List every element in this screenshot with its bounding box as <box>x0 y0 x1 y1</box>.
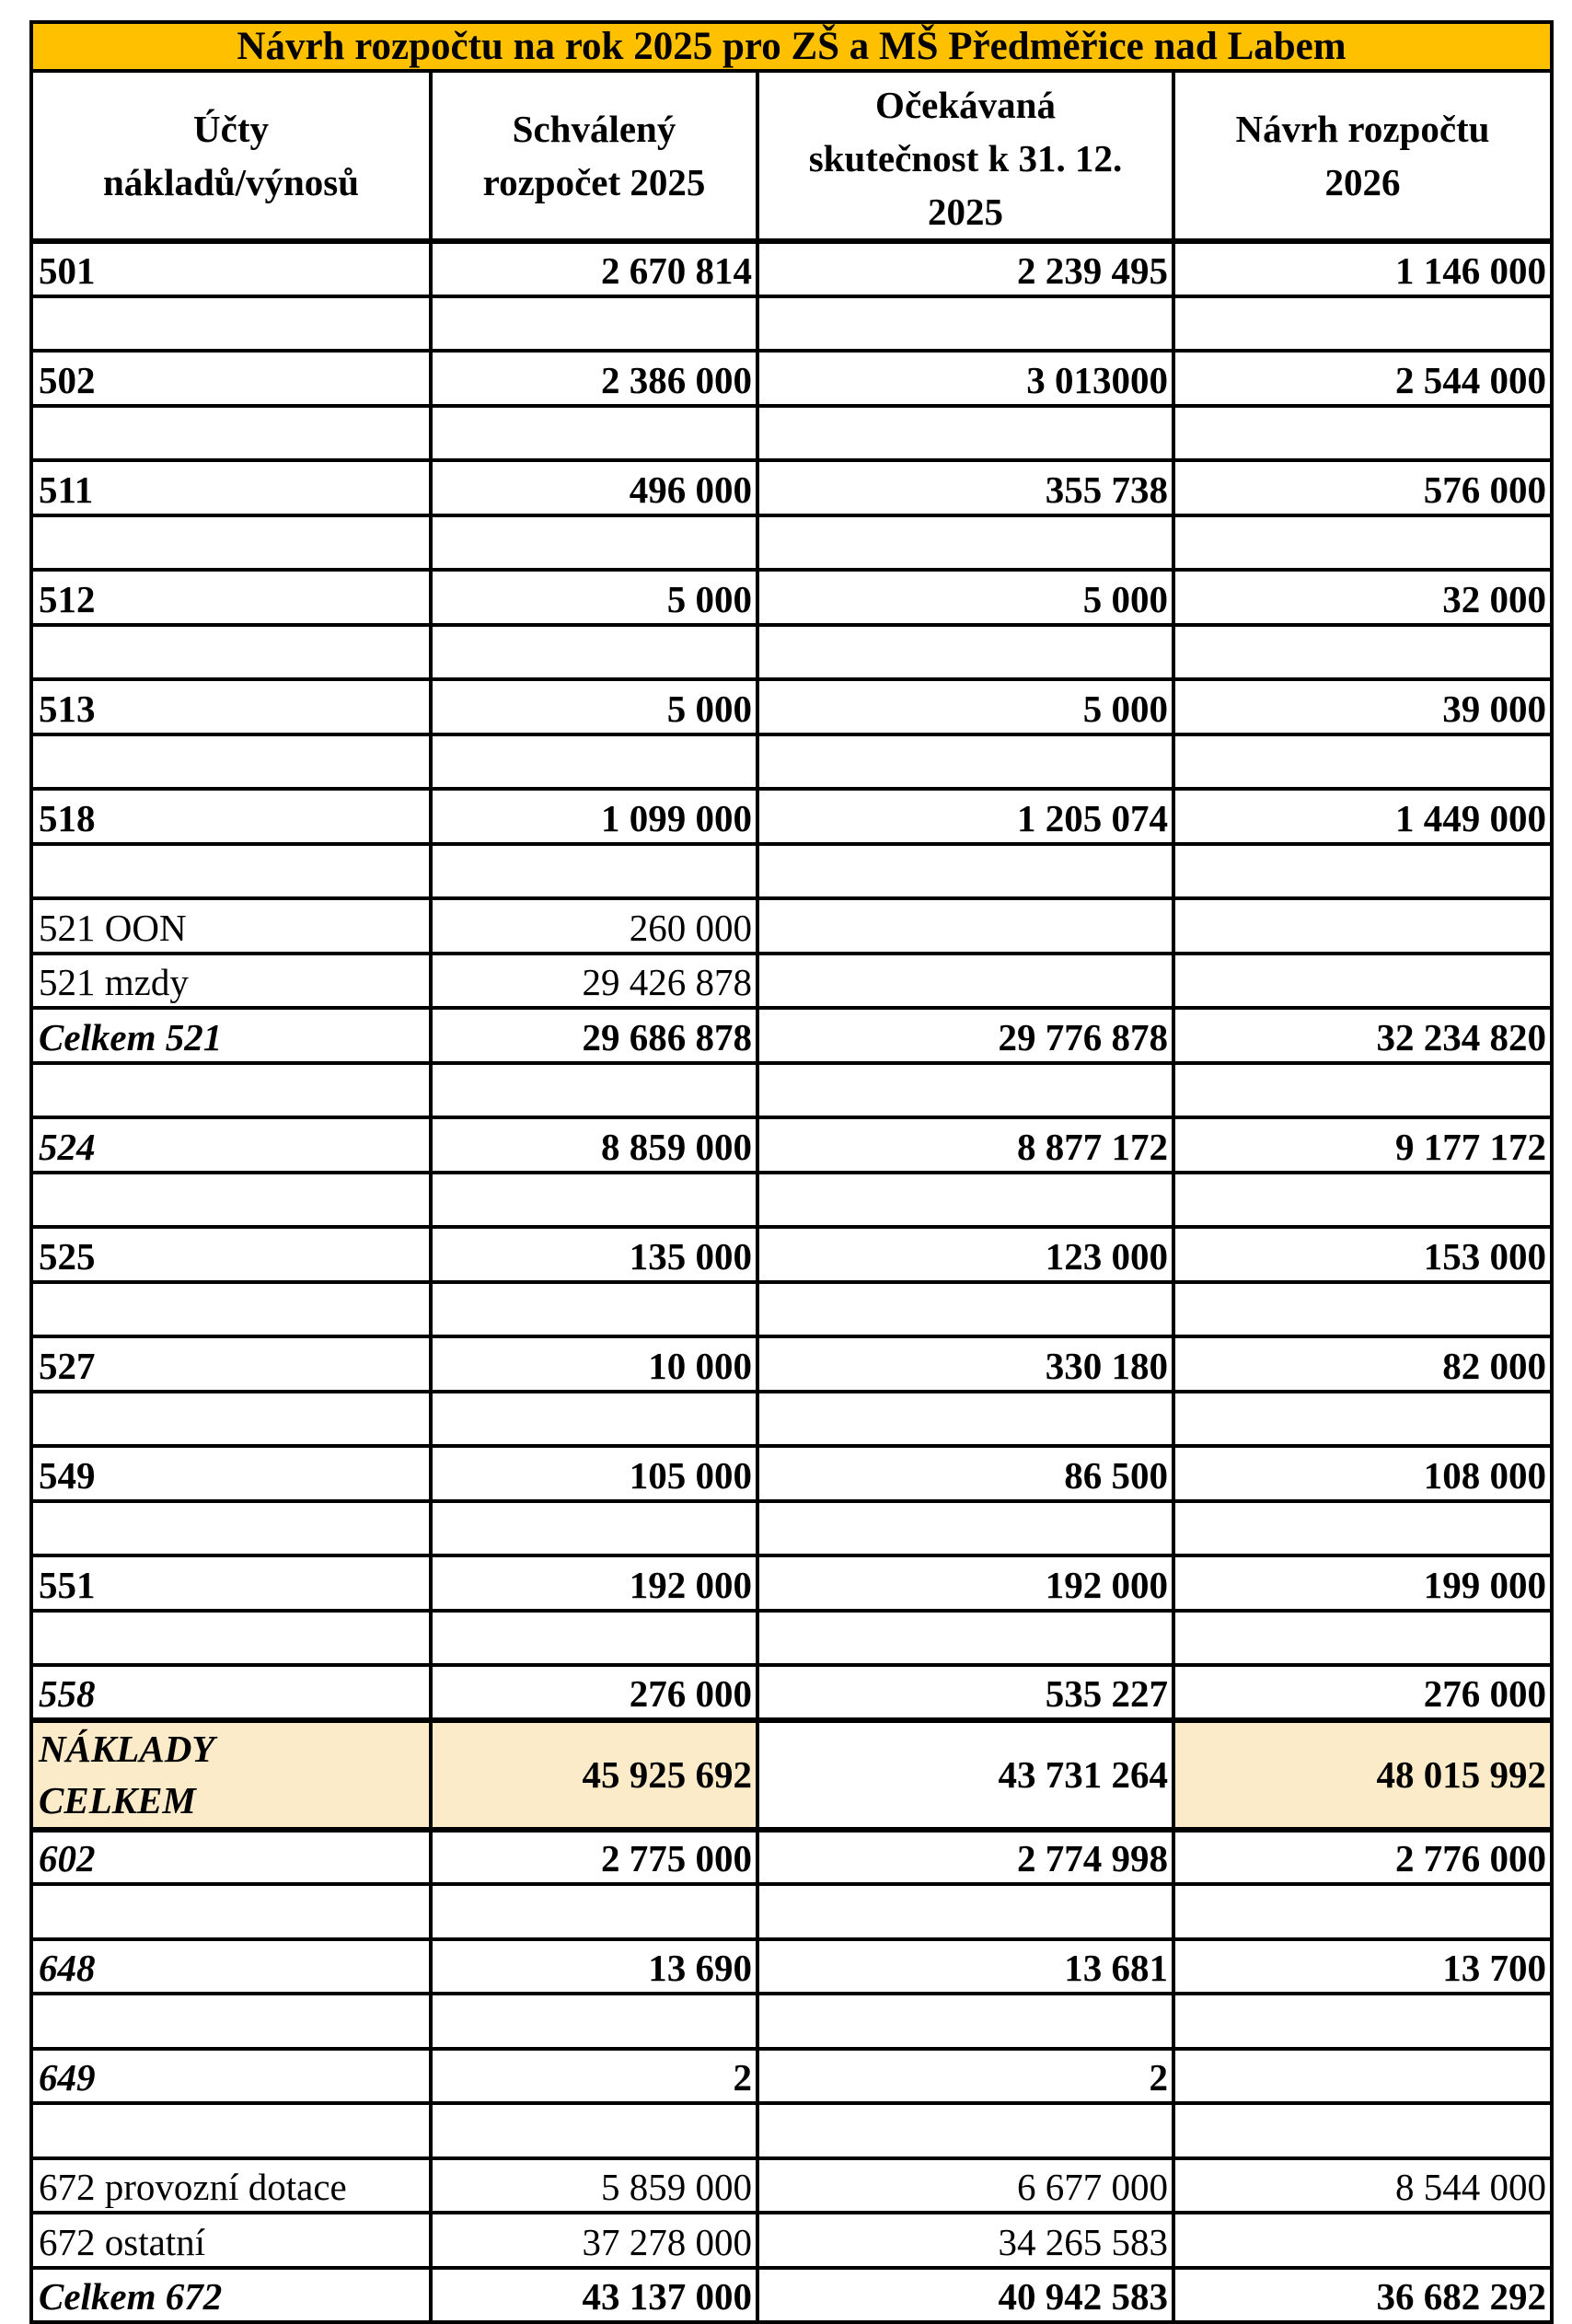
account-label: 551 <box>31 1555 431 1611</box>
account-label: 558 <box>31 1665 431 1720</box>
expected-2025-cell: 2 239 495 <box>757 241 1173 296</box>
table-row <box>31 406 1552 461</box>
proposal-2026-cell: 153 000 <box>1173 1227 1552 1282</box>
approved-2025-cell: 260 000 <box>431 898 757 954</box>
account-label: 602 <box>31 1830 431 1885</box>
approved-2025-cell <box>431 1173 757 1228</box>
approved-2025-cell: 135 000 <box>431 1227 757 1282</box>
approved-2025-cell <box>431 1501 757 1556</box>
expected-2025-cell <box>757 898 1173 954</box>
header-proposal-2026: Návrh rozpočtu 2026 <box>1173 71 1552 241</box>
expected-2025-cell: 34 265 583 <box>757 2213 1173 2268</box>
expected-2025-cell: 3 013000 <box>757 351 1173 406</box>
proposal-2026-cell: 8 544 000 <box>1173 2158 1552 2214</box>
proposal-2026-cell: 2 776 000 <box>1173 1830 1552 1885</box>
expected-2025-cell <box>757 1063 1173 1118</box>
budget-table <box>29 20 1554 2324</box>
sheet-title: Návrh rozpočtu na rok 2025 pro ZŠ a MŠ Předměřice nad Labem <box>31 22 1552 71</box>
approved-2025-cell <box>431 1063 757 1118</box>
table-row <box>31 1392 1552 1447</box>
table-row <box>31 1282 1552 1337</box>
account-label: Celkem 672 <box>31 2268 431 2323</box>
table-row <box>31 1611 1552 1666</box>
proposal-2026-cell: 82 000 <box>1173 1336 1552 1392</box>
approved-2025-cell <box>431 406 757 461</box>
proposal-2026-cell <box>1173 296 1552 352</box>
expected-2025-cell <box>757 954 1173 1009</box>
account-label: 513 <box>31 679 431 734</box>
expected-2025-cell: 5 000 <box>757 570 1173 625</box>
proposal-2026-cell: 32 234 820 <box>1173 1008 1552 1063</box>
proposal-2026-cell: 1 449 000 <box>1173 789 1552 844</box>
table-row <box>31 1063 1552 1118</box>
header-row <box>31 71 1552 241</box>
total-proposal-2026: 48 015 992 <box>1173 1720 1552 1830</box>
expected-2025-cell: 29 776 878 <box>757 1008 1173 1063</box>
approved-2025-cell <box>431 844 757 899</box>
proposal-2026-cell: 13 700 <box>1173 1939 1552 1994</box>
account-label: 672 provozní dotace <box>31 2158 431 2214</box>
expected-2025-cell <box>757 734 1173 790</box>
table-row <box>31 898 1552 954</box>
proposal-2026-cell: 2 544 000 <box>1173 351 1552 406</box>
proposal-2026-cell <box>1173 898 1552 954</box>
table-row <box>31 1830 1552 1885</box>
approved-2025-cell: 2 670 814 <box>431 241 757 296</box>
table-row <box>31 1117 1552 1173</box>
table-row <box>31 2049 1552 2104</box>
account-label <box>31 296 431 352</box>
account-label <box>31 1611 431 1666</box>
proposal-2026-cell: 36 682 292 <box>1173 2268 1552 2323</box>
table-row <box>31 1008 1552 1063</box>
account-label <box>31 1173 431 1228</box>
table-row <box>31 460 1552 515</box>
proposal-2026-cell <box>1173 406 1552 461</box>
expected-2025-cell <box>757 1884 1173 1939</box>
expected-2025-cell: 535 227 <box>757 1665 1173 1720</box>
expected-2025-cell: 2 <box>757 2049 1173 2104</box>
approved-2025-cell <box>431 625 757 680</box>
approved-2025-cell: 37 278 000 <box>431 2213 757 2268</box>
table-row <box>31 954 1552 1009</box>
proposal-2026-cell <box>1173 1282 1552 1337</box>
approved-2025-cell: 496 000 <box>431 460 757 515</box>
account-label: 525 <box>31 1227 431 1282</box>
expected-2025-cell <box>757 1282 1173 1337</box>
table-row <box>31 1665 1552 1720</box>
expected-2025-cell: 6 677 000 <box>757 2158 1173 2214</box>
expected-2025-cell: 123 000 <box>757 1227 1173 1282</box>
account-label: 518 <box>31 789 431 844</box>
table-row <box>31 1939 1552 1994</box>
account-label <box>31 1282 431 1337</box>
proposal-2026-cell: 576 000 <box>1173 460 1552 515</box>
account-label <box>31 625 431 680</box>
proposal-2026-cell <box>1173 625 1552 680</box>
approved-2025-cell: 2 386 000 <box>431 351 757 406</box>
table-row <box>31 679 1552 734</box>
approved-2025-cell: 192 000 <box>431 1555 757 1611</box>
proposal-2026-cell <box>1173 1994 1552 2049</box>
expected-2025-cell: 5 000 <box>757 679 1173 734</box>
proposal-2026-cell <box>1173 1063 1552 1118</box>
total-costs-label: NÁKLADY CELKEM <box>31 1720 431 1830</box>
account-label <box>31 1884 431 1939</box>
title-row <box>31 22 1552 71</box>
expected-2025-cell: 330 180 <box>757 1336 1173 1392</box>
header-accounts: Účty nákladů/výnosů <box>31 71 431 241</box>
approved-2025-cell <box>431 1392 757 1447</box>
expected-2025-cell: 1 205 074 <box>757 789 1173 844</box>
account-label: 549 <box>31 1446 431 1501</box>
proposal-2026-cell <box>1173 1392 1552 1447</box>
expected-2025-cell: 8 877 172 <box>757 1117 1173 1173</box>
proposal-2026-cell: 108 000 <box>1173 1446 1552 1501</box>
proposal-2026-cell: 39 000 <box>1173 679 1552 734</box>
expected-2025-cell: 40 942 583 <box>757 2268 1173 2323</box>
account-label <box>31 1994 431 2049</box>
approved-2025-cell: 43 137 000 <box>431 2268 757 2323</box>
approved-2025-cell: 10 000 <box>431 1336 757 1392</box>
account-label: 502 <box>31 351 431 406</box>
account-label <box>31 1392 431 1447</box>
account-label <box>31 1063 431 1118</box>
account-label: 521 OON <box>31 898 431 954</box>
table-row <box>31 1555 1552 1611</box>
proposal-2026-cell: 276 000 <box>1173 1665 1552 1720</box>
approved-2025-cell <box>431 1282 757 1337</box>
account-label: Celkem 521 <box>31 1008 431 1063</box>
proposal-2026-cell: 32 000 <box>1173 570 1552 625</box>
approved-2025-cell: 105 000 <box>431 1446 757 1501</box>
table-row <box>31 1994 1552 2049</box>
expected-2025-cell <box>757 296 1173 352</box>
account-label: 648 <box>31 1939 431 1994</box>
account-label <box>31 406 431 461</box>
table-row <box>31 1446 1552 1501</box>
proposal-2026-cell <box>1173 2213 1552 2268</box>
approved-2025-cell: 1 099 000 <box>431 789 757 844</box>
expected-2025-cell: 2 774 998 <box>757 1830 1173 1885</box>
table-row <box>31 1884 1552 1939</box>
expected-2025-cell <box>757 406 1173 461</box>
approved-2025-cell <box>431 734 757 790</box>
table-row <box>31 2103 1552 2158</box>
account-label: 649 <box>31 2049 431 2104</box>
proposal-2026-cell <box>1173 1611 1552 1666</box>
account-label <box>31 734 431 790</box>
approved-2025-cell: 29 426 878 <box>431 954 757 1009</box>
table-row <box>31 789 1552 844</box>
account-label: 521 mzdy <box>31 954 431 1009</box>
account-label: 527 <box>31 1336 431 1392</box>
table-row <box>31 570 1552 625</box>
proposal-2026-cell <box>1173 1173 1552 1228</box>
proposal-2026-cell: 9 177 172 <box>1173 1117 1552 1173</box>
table-row <box>31 734 1552 790</box>
expected-2025-cell <box>757 2103 1173 2158</box>
proposal-2026-cell <box>1173 734 1552 790</box>
expected-2025-cell: 13 681 <box>757 1939 1173 1994</box>
expected-2025-cell <box>757 844 1173 899</box>
proposal-2026-cell <box>1173 1884 1552 1939</box>
approved-2025-cell: 2 775 000 <box>431 1830 757 1885</box>
proposal-2026-cell: 1 146 000 <box>1173 241 1552 296</box>
approved-2025-cell <box>431 1884 757 1939</box>
expected-2025-cell: 355 738 <box>757 460 1173 515</box>
account-label: 524 <box>31 1117 431 1173</box>
approved-2025-cell: 29 686 878 <box>431 1008 757 1063</box>
approved-2025-cell: 13 690 <box>431 1939 757 1994</box>
table-row <box>31 844 1552 899</box>
table-row <box>31 1173 1552 1228</box>
table-row <box>31 2213 1552 2268</box>
account-label: 672 ostatní <box>31 2213 431 2268</box>
table-row <box>31 2268 1552 2323</box>
approved-2025-cell: 5 859 000 <box>431 2158 757 2214</box>
account-label: 512 <box>31 570 431 625</box>
approved-2025-cell <box>431 515 757 571</box>
table-row <box>31 2158 1552 2214</box>
approved-2025-cell <box>431 1611 757 1666</box>
proposal-2026-cell <box>1173 1501 1552 1556</box>
expected-2025-cell <box>757 1994 1173 2049</box>
table-row <box>31 351 1552 406</box>
account-label: 501 <box>31 241 431 296</box>
expected-2025-cell <box>757 625 1173 680</box>
account-label <box>31 2103 431 2158</box>
expected-2025-cell <box>757 515 1173 571</box>
expected-2025-cell <box>757 1501 1173 1556</box>
account-label <box>31 1501 431 1556</box>
table-row <box>31 1501 1552 1556</box>
account-label <box>31 515 431 571</box>
table-row <box>31 625 1552 680</box>
table-row <box>31 241 1552 296</box>
approved-2025-cell: 276 000 <box>431 1665 757 1720</box>
proposal-2026-cell <box>1173 2103 1552 2158</box>
expected-2025-cell <box>757 1392 1173 1447</box>
proposal-2026-cell <box>1173 515 1552 571</box>
approved-2025-cell <box>431 1994 757 2049</box>
proposal-2026-cell: 199 000 <box>1173 1555 1552 1611</box>
expected-2025-cell: 86 500 <box>757 1446 1173 1501</box>
approved-2025-cell <box>431 296 757 352</box>
proposal-2026-cell <box>1173 954 1552 1009</box>
expected-2025-cell: 192 000 <box>757 1555 1173 1611</box>
total-expected-2025: 43 731 264 <box>757 1720 1173 1830</box>
table-row <box>31 515 1552 571</box>
approved-2025-cell: 5 000 <box>431 679 757 734</box>
header-approved-2025: Schválený rozpočet 2025 <box>431 71 757 241</box>
expected-2025-cell <box>757 1173 1173 1228</box>
total-approved-2025: 45 925 692 <box>431 1720 757 1830</box>
table-row <box>31 296 1552 352</box>
account-label <box>31 844 431 899</box>
account-label: 511 <box>31 460 431 515</box>
approved-2025-cell: 8 859 000 <box>431 1117 757 1173</box>
approved-2025-cell: 5 000 <box>431 570 757 625</box>
approved-2025-cell <box>431 2103 757 2158</box>
approved-2025-cell: 2 <box>431 2049 757 2104</box>
total-costs-row <box>31 1720 1552 1830</box>
proposal-2026-cell <box>1173 2049 1552 2104</box>
expected-2025-cell <box>757 1611 1173 1666</box>
table-row <box>31 1336 1552 1392</box>
proposal-2026-cell <box>1173 844 1552 899</box>
table-row <box>31 1227 1552 1282</box>
header-expected-2025: Očekávaná skutečnost k 31. 12. 2025 <box>757 71 1173 241</box>
